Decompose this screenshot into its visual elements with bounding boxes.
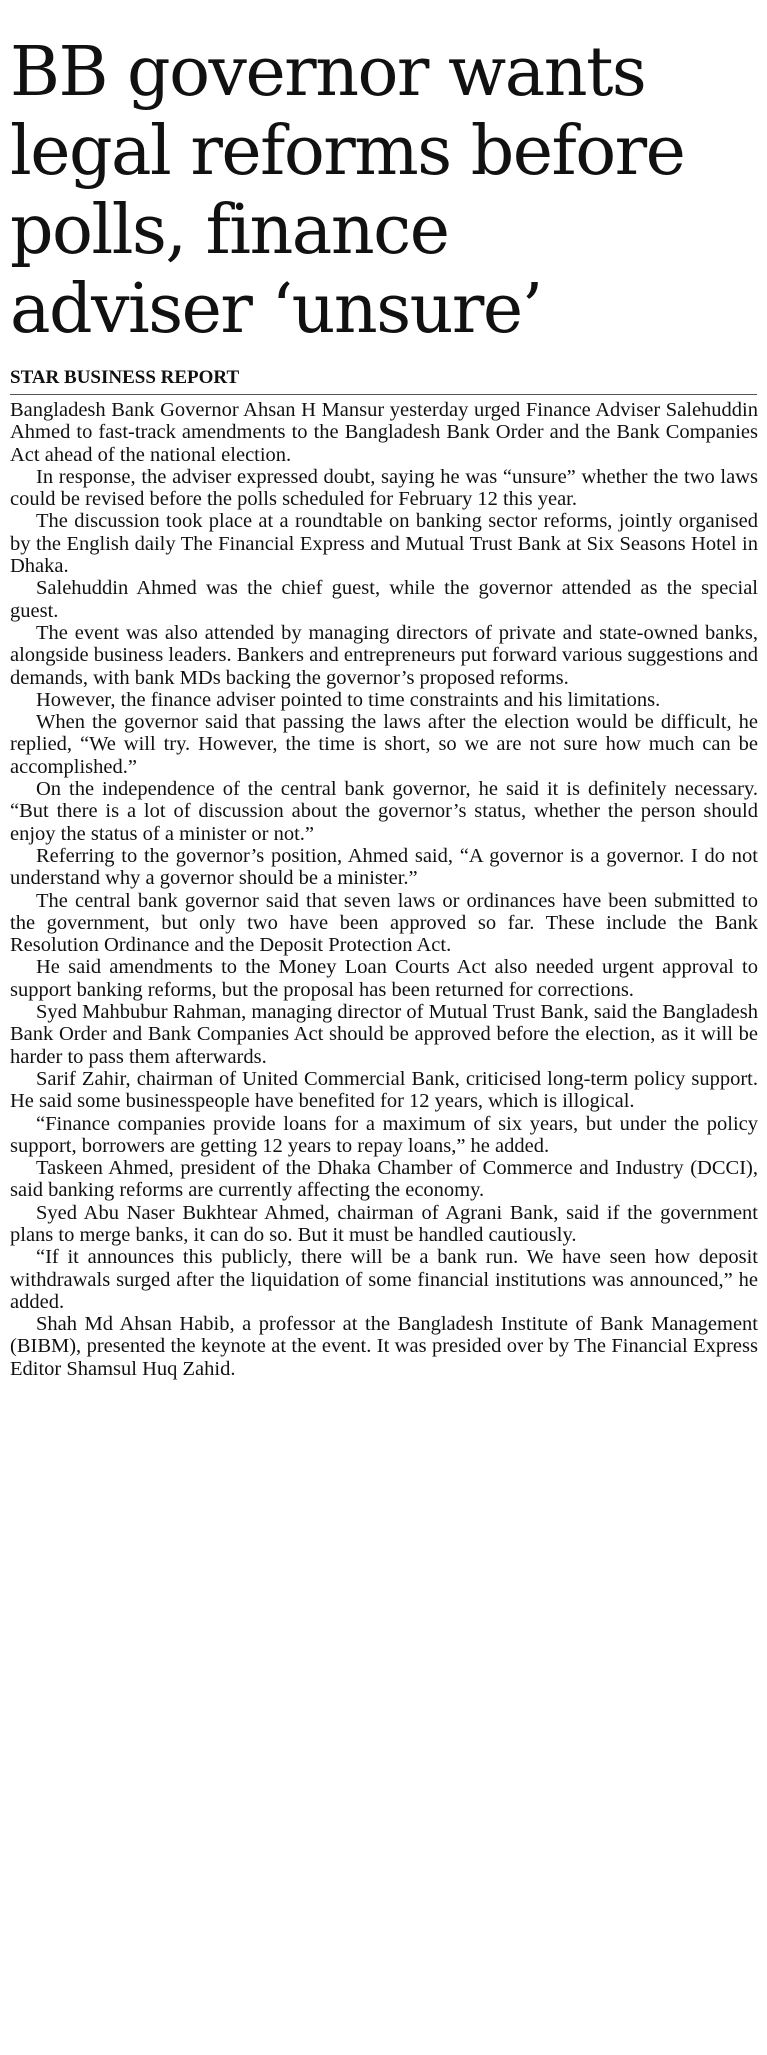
paragraph: Sarif Zahir, chairman of United Commercial Bank, criticised long-term policy support. He said some businesspeople have benefited for 12 years, which is illogical. [10,1067,758,1113]
paragraph: Taskeen Ahmed, president of the Dhaka Chamber of Commerce and Industry (DCCI), said banking reforms are currently affecting the economy. [10,1157,758,1202]
headline-line: BB governor wants [10,33,646,112]
article-body [10,399,758,1380]
paragraph: Syed Abu Naser Bukhtear Ahmed, chairman of Agrani Bank, said if the government plans to merge banks, it can do so. But it must be handled cautiously. [10,1201,758,1246]
byline: STAR BUSINESS REPORT [10,367,240,388]
paragraph: Salehuddin Ahmed was the chief guest, while the governor attended as the special guest. [10,577,758,622]
headline [10,0,750,349]
paragraph: On the independence of the central bank governor, he said it is definitely necessary. “But there is a lot of discussion about the governor’s status, whether the person should enjoy the status of a minister or not.” [10,778,758,845]
byline-divider [10,394,757,395]
paragraph: He said amendments to the Money Loan Courts Act also needed urgent approval to support banking reforms, but the proposal has been returned for corrections. [10,956,758,1001]
paragraph: However, the finance adviser pointed to time constraints and his limitations. [36,688,661,711]
paragraph: The discussion took place at a roundtable on banking sector reforms, jointly organised by the English daily The Financial Express and Mutual Trust Bank at Six Seasons Hotel in Dhaka. [10,510,758,578]
paragraph: In response, the adviser expressed doubt, saying he was “unsure” whether the two laws could be revised before the polls scheduled for February 12 this year. [10,465,758,511]
paragraph: Shah Md Ahsan Habib, a professor at the Bangladesh Institute of Bank Management (BIBM), presented the keynote at the event. It was presided over by The Financial Express Editor Shamsul Huq Zahid. [10,1313,758,1380]
paragraph: When the governor said that passing the laws after the election would be difficult, he replied, “We will try. However, the time is short, so we are not sure how much can be accomplished.” [10,711,758,778]
paragraph: “Finance companies provide loans for a maximum of six years, but under the policy support, borrowers are getting 12 years to repay loans,” he added. [10,1112,758,1157]
paragraph: “If it announces this publicly, there will be a bank run. We have seen how deposit withdrawals surged after the liquidation of some financial institutions was announced,” he added. [10,1246,758,1313]
paragraph: The event was also attended by managing directors of private and state-owned banks, alongside business leaders. Bankers and entrepreneurs put forward various suggestions and demands, with bank MDs backing the governor’s proposed reforms. [10,621,758,689]
paragraph: Referring to the governor’s position, Ahmed said, “A governor is a governor. I do not understand why a governor should be a minister.” [10,844,758,890]
headline-line: legal reforms before [10,112,685,191]
headline-line: polls, finance [10,191,449,270]
paragraph: Bangladesh Bank Governor Ahsan H Mansur yesterday urged Finance Adviser Salehuddin Ahmed to fast-track amendments to the Bangladesh Bank Order and the Bank Companies Act ahead of the national election. [10,399,758,466]
paragraph: Syed Mahbubur Rahman, managing director of Mutual Trust Bank, said the Bangladesh Bank Order and Bank Companies Act should be approved before the election, as it will be harder to pass them afterwards. [10,1001,758,1068]
paragraph: The central bank governor said that seven laws or ordinances have been submitted to the government, but only two have been approved so far. These include the Bank Resolution Ordinance and the Deposit Protection Act. [10,889,758,957]
headline-line: adviser ‘unsure’ [10,270,542,349]
